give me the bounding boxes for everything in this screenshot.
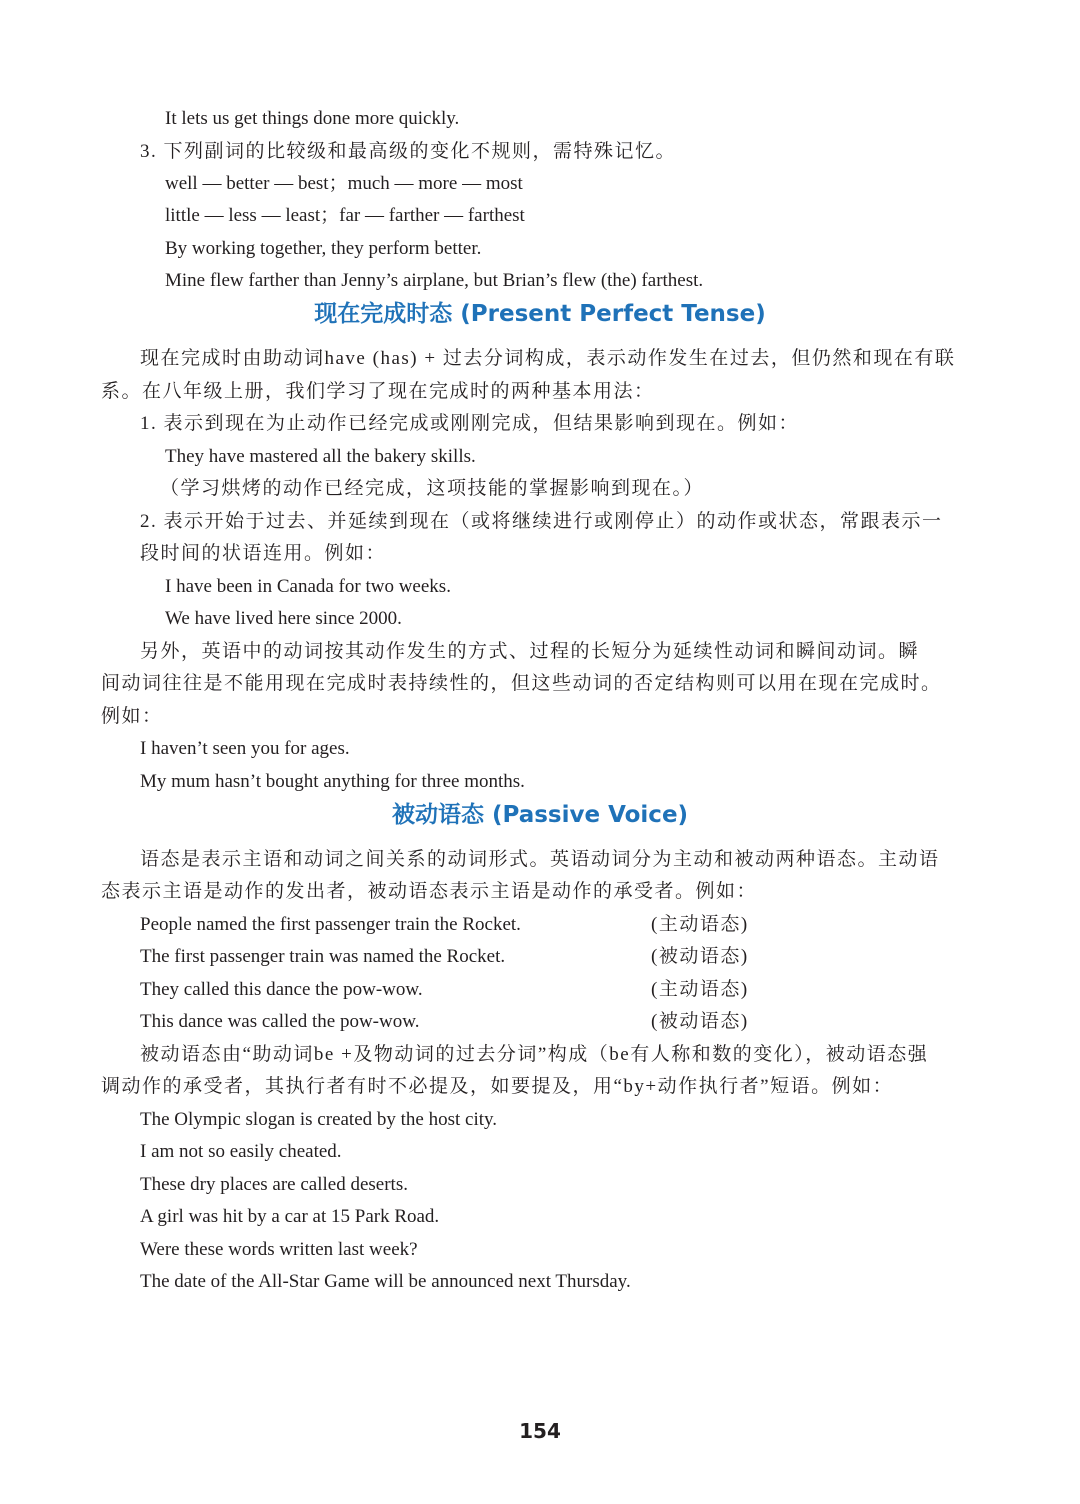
example-sentence: By working together, they perform better. [165,238,482,259]
voice-tag: (被动语态) [651,1011,749,1032]
section-heading-present-perfect: 现在完成时态 (Present Perfect Tense) [314,301,766,327]
example-sentence: I am not so easily cheated. [140,1141,342,1162]
paragraph-line: 间动词往往是不能用现在完成时表持续性的，但这些动词的否定结构则可以用在现在完成时。 [101,673,942,694]
example-sentence: These dry places are called deserts. [140,1174,408,1195]
example-sentence: I haven’t seen you for ages. [140,738,350,759]
usage-2: 2. 表示开始于过去、并延续到现在（或将继续进行或刚停止）的动作或状态，常跟表示一 [140,511,943,532]
usage-2-continued: 段时间的状语连用。例如： [140,543,387,564]
usage-1: 1. 表示到现在为止动作已经完成或刚刚完成，但结果影响到现在。例如： [140,413,800,434]
example-sentence: The date of the All-Star Game will be announced next Thursday. [140,1271,631,1292]
section-heading-passive-voice: 被动语态 (Passive Voice) [391,802,689,828]
example-sentence: It lets us get things done more quickly. [165,108,460,129]
example-sentence: They have mastered all the bakery skills. [165,446,476,467]
paragraph-line: 语态是表示主语和动词之间关系的动词形式。英语动词分为主动和被动两种语态。主动语 [140,849,940,870]
example-sentence: Mine flew farther than Jenny’s airplane, but Brian’s flew (the) farthest. [165,270,704,291]
page-number: 154 [519,1419,561,1443]
example-sentence: I have been in Canada for two weeks. [165,576,451,597]
irregular-forms-2: little — less — least；far — farther — farthest [165,205,525,226]
paragraph-line: 另外，英语中的动词按其动作发生的方式、过程的长短分为延续性动词和瞬间动词。瞬 [140,641,920,662]
example-sentence: The Olympic slogan is created by the host city. [140,1109,498,1130]
voice-example-sentence: The first passenger train was named the Rocket. [140,946,506,967]
voice-tag: (主动语态) [651,979,749,1000]
voice-tag: (主动语态) [651,914,749,935]
paragraph-line: 被动语态由“助动词be +及物动词的过去分词”构成（be有人称和数的变化），被动语态强 [140,1044,929,1065]
paragraph-line: 调动作的承受者，其执行者有时不必提及，如要提及，用“by+动作执行者”短语。例如： [101,1076,894,1097]
voice-example-sentence: People named the first passenger train the Rocket. [140,914,521,935]
irregular-forms-1: well — better — best；much — more — most [165,173,523,194]
voice-example-sentence: They called this dance the pow-wow. [140,979,423,1000]
example-sentence: We have lived here since 2000. [165,608,402,629]
paragraph-line: 现在完成时由助动词have (has) + 过去分词构成，表示动作发生在过去，但仍然和现在有联 [140,348,956,369]
paragraph-line: 态表示主语是动作的发出者，被动语态表示主语是动作的承受者。例如： [101,881,758,902]
example-sentence: My mum hasn’t bought anything for three months. [140,771,525,792]
voice-tag: (被动语态) [651,946,749,967]
rule-3: 3. 下列副词的比较级和最高级的变化不规则，需特殊记忆。 [140,141,677,162]
example-sentence: A girl was hit by a car at 15 Park Road. [140,1206,440,1227]
example-sentence: Were these words written last week? [140,1239,418,1260]
example-note: （学习烘烤的动作已经完成，这项技能的掌握影响到现在。） [160,478,705,499]
paragraph-line: 系。在八年级上册，我们学习了现在完成时的两种基本用法： [101,381,655,402]
voice-example-sentence: This dance was called the pow-wow. [140,1011,420,1032]
paragraph-line: 例如： [101,706,163,727]
